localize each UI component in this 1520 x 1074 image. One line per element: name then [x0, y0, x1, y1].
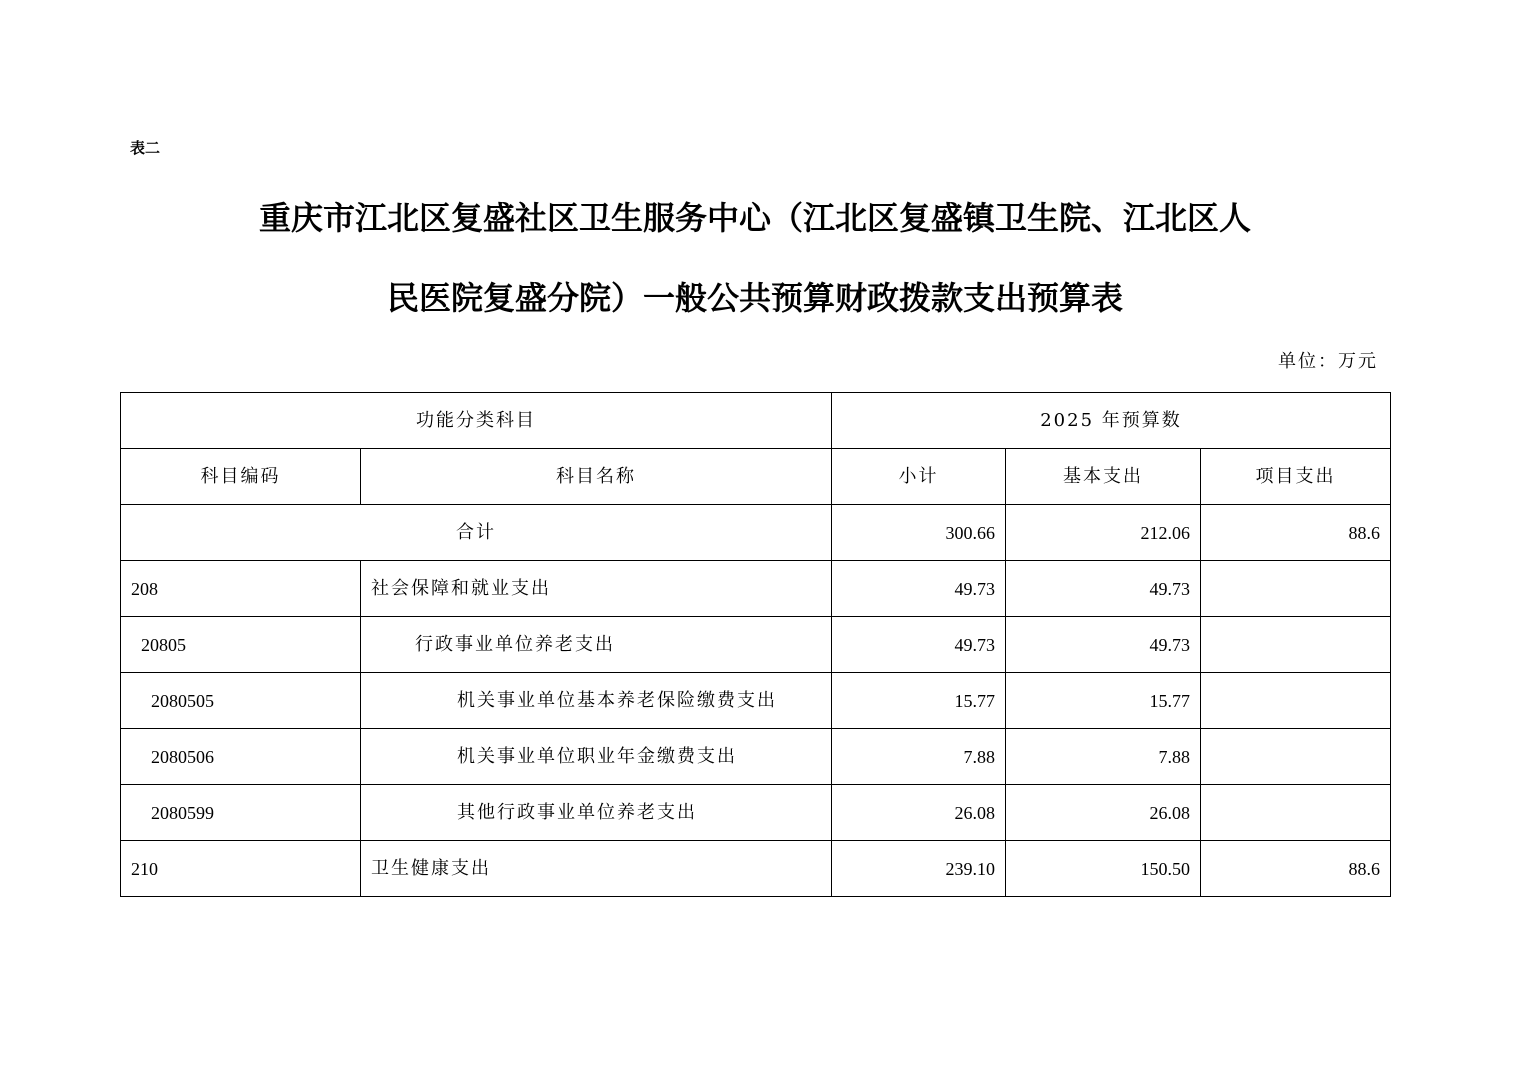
row-name: 机关事业单位职业年金缴费支出	[361, 729, 832, 785]
total-row	[121, 505, 1391, 561]
row-code: 20805	[121, 617, 361, 673]
table-row	[121, 673, 1391, 729]
row-code: 2080599	[121, 785, 361, 841]
row-code: 2080506	[121, 729, 361, 785]
row-subtotal: 26.08	[832, 785, 1006, 841]
row-code: 208	[121, 561, 361, 617]
budget-table	[120, 392, 1391, 897]
row-name: 卫生健康支出	[361, 841, 832, 897]
total-project: 88.6	[1201, 505, 1391, 561]
row-basic: 49.73	[1006, 561, 1201, 617]
row-project	[1201, 673, 1391, 729]
header-basic: 基本支出	[1006, 449, 1201, 505]
row-subtotal: 239.10	[832, 841, 1006, 897]
page-title-line-2: 民医院复盛分院）一般公共预算财政拨款支出预算表	[386, 279, 1123, 317]
row-basic: 49.73	[1006, 617, 1201, 673]
row-project	[1201, 561, 1391, 617]
header-project: 项目支出	[1201, 449, 1391, 505]
table-label: 表二	[130, 139, 161, 157]
row-name: 行政事业单位养老支出	[361, 617, 832, 673]
header-code: 科目编码	[121, 449, 361, 505]
row-subtotal: 49.73	[832, 617, 1006, 673]
row-basic: 15.77	[1006, 673, 1201, 729]
row-project	[1201, 785, 1391, 841]
row-basic: 26.08	[1006, 785, 1201, 841]
row-project	[1201, 729, 1391, 785]
row-subtotal: 49.73	[832, 561, 1006, 617]
page-title	[110, 178, 1400, 338]
header-budget-year: 2025 年预算数	[832, 393, 1391, 449]
table-row	[121, 729, 1391, 785]
row-basic: 150.50	[1006, 841, 1201, 897]
row-name: 其他行政事业单位养老支出	[361, 785, 832, 841]
row-basic: 7.88	[1006, 729, 1201, 785]
unit-label: 单位：万元	[1278, 351, 1378, 372]
row-code: 210	[121, 841, 361, 897]
header-functional-classification: 功能分类科目	[121, 393, 832, 449]
row-name: 社会保障和就业支出	[361, 561, 832, 617]
table-row	[121, 841, 1391, 897]
total-basic: 212.06	[1006, 505, 1201, 561]
row-code: 2080505	[121, 673, 361, 729]
row-project: 88.6	[1201, 841, 1391, 897]
header-name: 科目名称	[361, 449, 832, 505]
header-group-row	[121, 393, 1391, 449]
table-row	[121, 617, 1391, 673]
budget-table-body	[121, 393, 1391, 897]
total-label: 合计	[121, 505, 832, 561]
row-name: 机关事业单位基本养老保险缴费支出	[361, 673, 832, 729]
table-row	[121, 785, 1391, 841]
header-column-row	[121, 449, 1391, 505]
row-project	[1201, 617, 1391, 673]
row-subtotal: 7.88	[832, 729, 1006, 785]
row-subtotal: 15.77	[832, 673, 1006, 729]
table-row	[121, 561, 1391, 617]
page-title-line-1: 重庆市江北区复盛社区卫生服务中心（江北区复盛镇卫生院、江北区人	[258, 199, 1251, 237]
header-subtotal: 小计	[832, 449, 1006, 505]
total-subtotal: 300.66	[832, 505, 1006, 561]
